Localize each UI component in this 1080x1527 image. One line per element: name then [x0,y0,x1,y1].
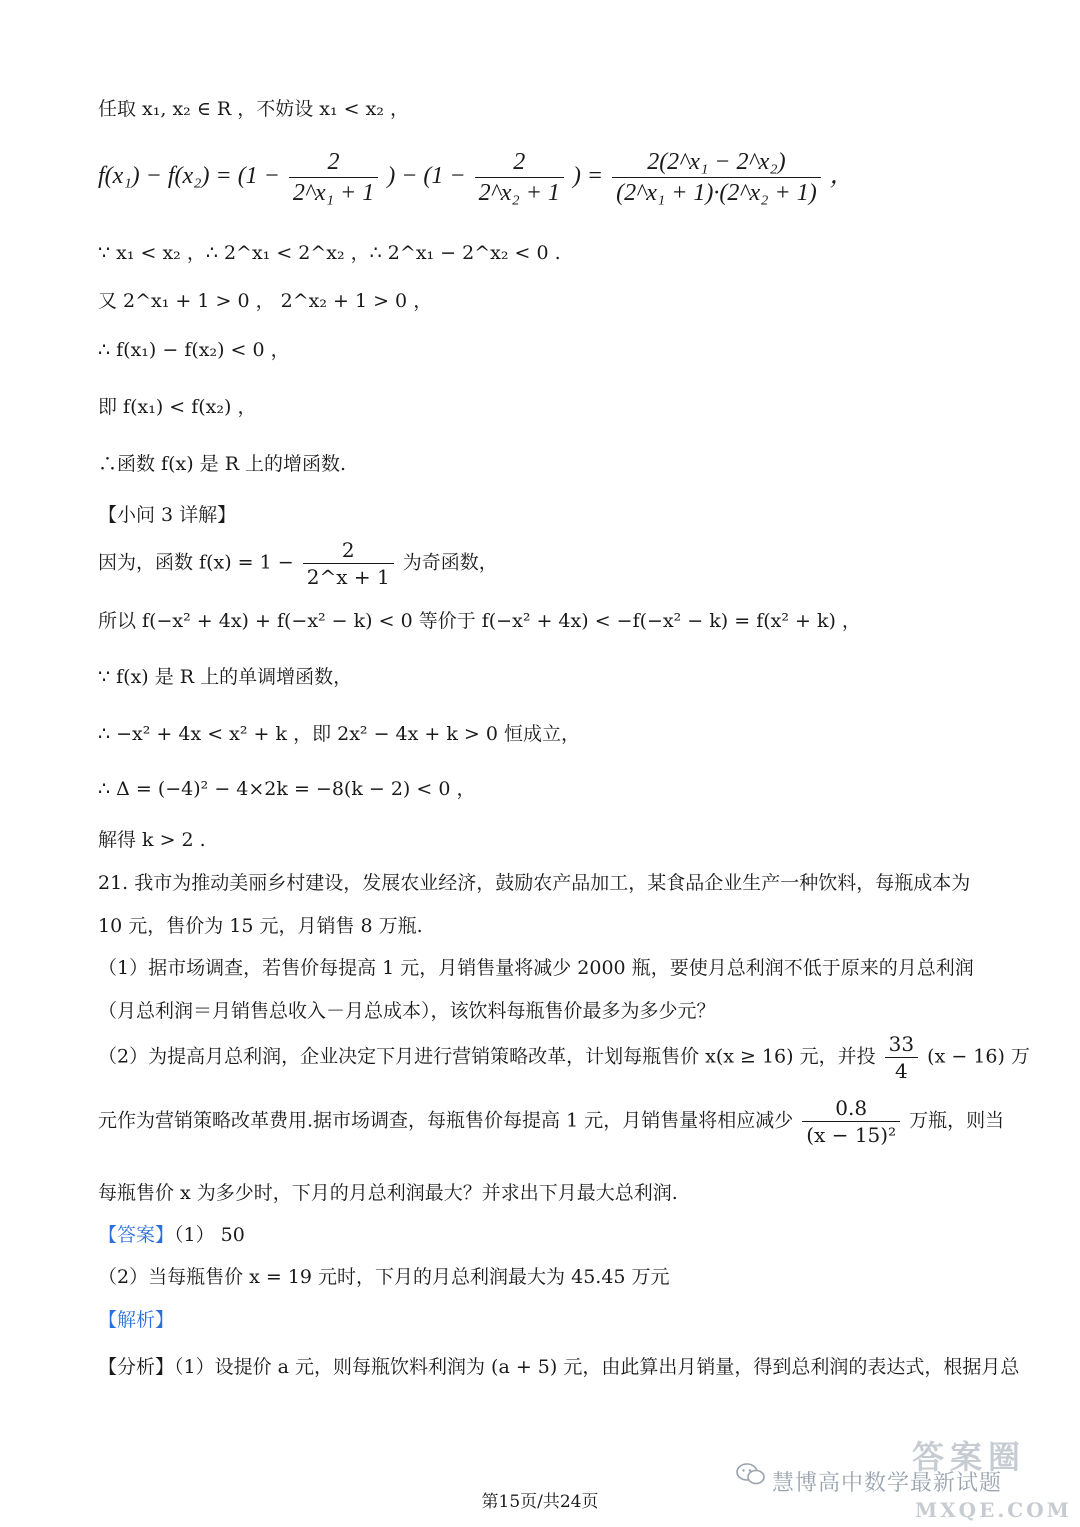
answer-line: （2）当每瓶售价 x = 19 元时，下月的月总利润最大为 45.45 万元 [98,1266,670,1288]
text-line: ∴函数 f(x) 是 R 上的增函数. [98,453,347,475]
text-line: 所以 f(−x² + 4x) + f(−x² − k) < 0 等价于 f(−x² + 4x) < −f(−x² − k) = f(x² + k) ， [98,610,861,632]
fraction-denominator: 2^x₂ + 1 [478,180,560,206]
text-line: ∴ Δ = (−4)² − 4×2k = −8(k − 2) < 0 ， [98,778,476,800]
eq-part: 因为，函数 f(x) = 1 − [98,551,294,574]
eq-part: 万瓶，则当 [909,1109,1005,1132]
analysis-tag: 【解析】 [98,1309,175,1331]
question-line [98,1098,1004,1145]
fraction [475,150,564,205]
text-line: 又 2^x₁ + 1 > 0 ， 2^x₂ + 1 > 0 ， [98,290,433,312]
question-line: 每瓶售价 x 为多少时，下月的月总利润最大？并求出下月最大总利润. [98,1182,678,1204]
question-line: （月总利润＝月销售总收入－月总成本），该饮料每瓶售价最多为多少元？ [98,1000,716,1022]
fraction-numerator: 2 [289,150,378,178]
fraction-denominator: 4 [895,1059,908,1083]
fraction-numerator: 2(2^x₁ − 2^x₂) [612,150,821,178]
question-line: （1）据市场调查，若售价每提高 1 元，月销售量将减少 2000 瓶，要使月总利润不低于原来的月总利润 [98,957,974,979]
eq-part: (x − 16) 万 [927,1045,1030,1068]
analysis-heading [98,1311,174,1330]
eq-part: ) − (1 − [387,163,466,190]
analysis-text: （1）设提价 a 元，则每瓶饮料利润为 (a + 5) 元，由此算出月销量，得到总利润的表达式，根据月总 [174,1356,1020,1378]
fraction-numerator: 33 [885,1034,918,1058]
question-line [98,1034,1030,1081]
watermark-channel: 慧博高中数学最新试题 [772,1471,1003,1496]
section-heading: 【小问 3 详解】 [98,504,237,526]
eq-part: ， [829,163,854,190]
eq-part: 元作为营销策略改革费用.据市场调查，每瓶售价每提高 1 元，月销售量将相应减少 [98,1109,794,1132]
equation-line [98,540,498,587]
answer-tag: 【答案】 [98,1224,175,1246]
fraction-numerator: 2 [475,150,564,178]
watermark-site: MXQE.COM [915,1498,1072,1522]
fraction-denominator: 2^x + 1 [306,565,390,589]
eq-part: 为奇函数， [402,551,498,574]
eq-part: （2）为提高月总利润，企业决定下月进行营销策略改革，计划每瓶售价 x(x ≥ 16) 元，并投 [98,1045,876,1068]
answer-line [98,1226,245,1245]
text-line: ∴ −x² + 4x < x² + k ，即 2x² − 4x + k > 0 恒成立， [98,723,580,745]
eq-part: f(x₁) − f(x₂) = (1 − [98,163,280,190]
analysis-tag: 【分析】 [98,1356,175,1378]
analysis-line [98,1358,1019,1377]
question-line: 21. 我市为推动美丽乡村建设，发展农业经济，鼓励农产品加工，某食品企业生产一种饮料，每瓶成本为 [98,872,971,894]
equation-line [98,150,854,205]
watermark-logo: 答案圈 [912,1438,1027,1476]
fraction-denominator: 2^x₁ + 1 [292,180,375,206]
fraction-numerator: 0.8 [802,1098,900,1122]
fraction [802,1098,900,1145]
page-number: 第15页/共24页 [481,1492,599,1512]
wechat-icon [736,1462,766,1486]
text-line: 解得 k > 2 . [98,829,206,851]
eq-part: ) = [572,163,604,190]
fraction-denominator: (2^x₁ + 1)·(2^x₂ + 1) [616,180,817,206]
question-line: 10 元，售价为 15 元，月销售 8 万瓶. [98,915,423,937]
answer-text: （1） 50 [174,1224,245,1246]
fraction-denominator: (x − 15)² [806,1123,897,1147]
fraction [885,1034,918,1081]
fraction [289,150,378,205]
fraction [612,150,821,205]
text-line: 任取 x₁, x₂ ∈ R ，不妨设 x₁ < x₂ ， [98,98,410,120]
text-line: 即 f(x₁) < f(x₂) ， [98,396,257,418]
text-line: ∴ f(x₁) − f(x₂) < 0 ， [98,339,290,361]
text-line: ∵ x₁ < x₂ ，∴ 2^x₁ < 2^x₂ ，∴ 2^x₁ − 2^x₂ < 0 . [98,242,561,264]
fraction-numerator: 2 [303,540,394,564]
fraction [303,540,394,587]
text-line: ∵ f(x) 是 R 上的单调增函数， [98,666,353,688]
